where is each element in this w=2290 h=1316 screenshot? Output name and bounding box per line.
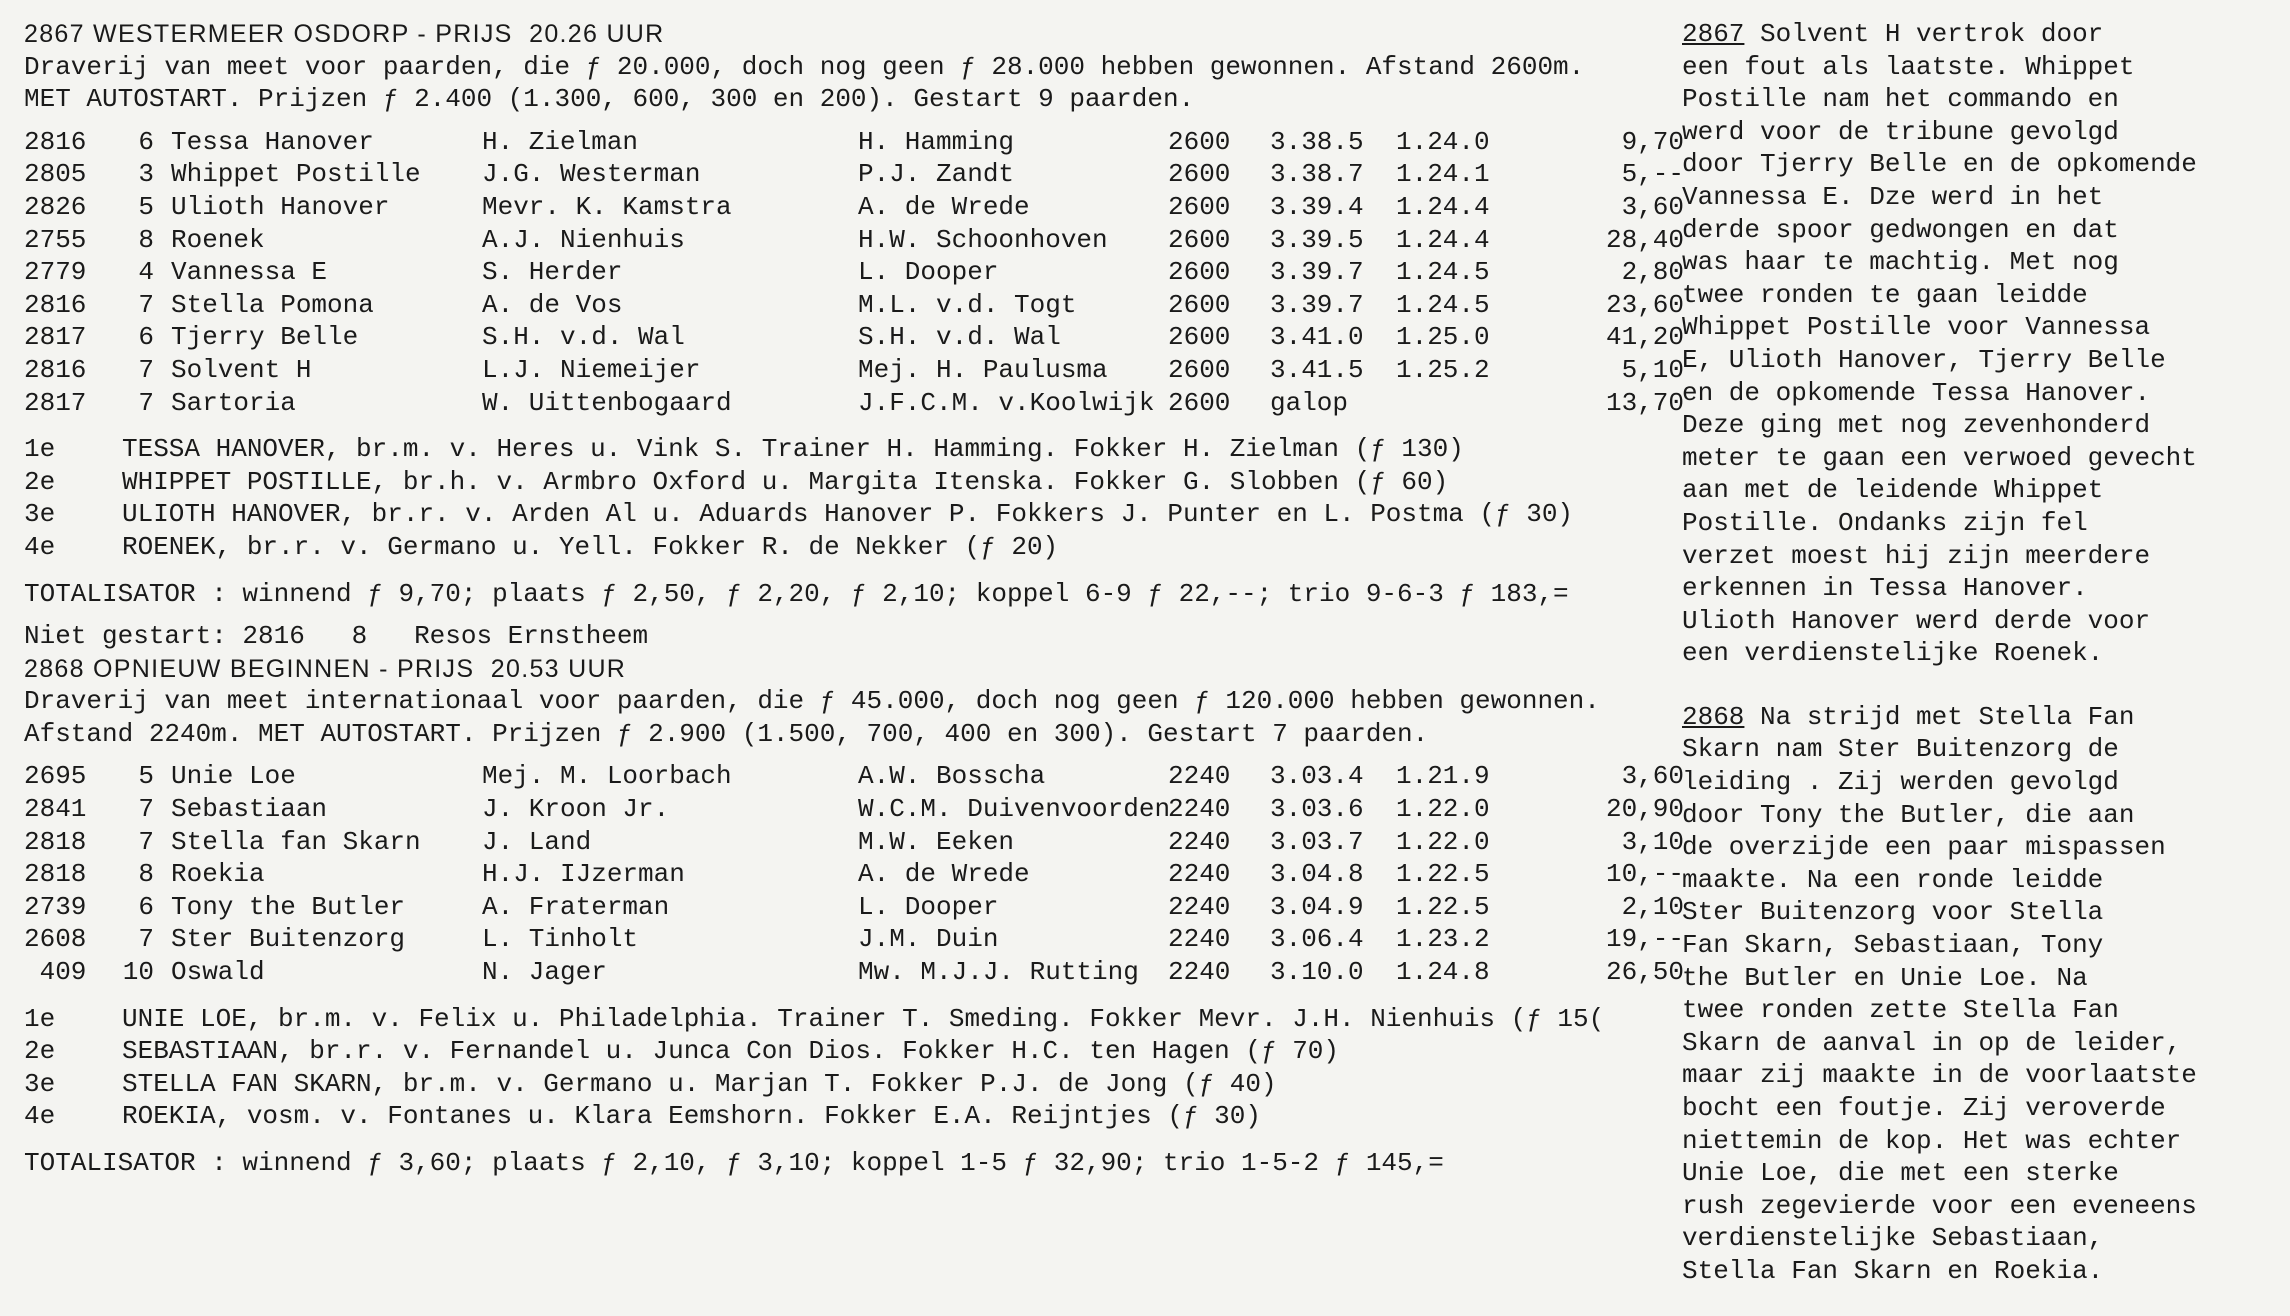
report-line: Skarn nam Ster Buitenzorg de — [1682, 734, 2119, 765]
cell-name: Vannessa E — [171, 257, 328, 288]
race-reports-column — [1682, 18, 2282, 1288]
cell-odds: 20,90 — [1605, 794, 1684, 825]
cell-dist: 2600 — [1168, 224, 1231, 255]
cell-km: 1.23.2 — [1396, 924, 1490, 955]
cell-name: Stella Pomona — [171, 289, 374, 320]
results-table — [24, 760, 1684, 988]
cell-odds: 3,60 — [1621, 761, 1684, 792]
cell-driver: L. Tinholt — [482, 924, 639, 955]
cell-name: Tjerry Belle — [171, 322, 359, 353]
cell-dist: 2240 — [1168, 859, 1231, 890]
cell-prev: 2779 — [24, 257, 87, 288]
cell-time: 3.10.0 — [1270, 957, 1364, 988]
report-line: Ster Buitenzorg voor Stella — [1682, 897, 2104, 928]
report-line: maakte. Na een ronde leidde — [1682, 864, 2104, 895]
cell-prev: 2739 — [24, 891, 87, 922]
results-table — [24, 126, 1684, 419]
cell-dist: 2600 — [1168, 354, 1231, 385]
cell-trainer: J.F.C.M. v.Koolwijk — [858, 387, 1155, 418]
cell-prev: 2841 — [24, 794, 87, 825]
report-line: een verdienstelijke Roenek. — [1682, 638, 2104, 669]
cell-prev: 2816 — [24, 354, 87, 385]
cell-dist: 2240 — [1168, 761, 1231, 792]
report-line: niettemin de kop. Het was echter — [1682, 1125, 2182, 1156]
cell-name: Oswald — [171, 957, 265, 988]
placing-rank: 2e — [24, 466, 56, 497]
cell-km: 1.24.1 — [1396, 159, 1490, 190]
race-report — [1682, 51, 2282, 670]
cell-num: 10 — [122, 957, 154, 988]
report-line: Fan Skarn, Sebastiaan, Tony — [1682, 930, 2104, 961]
cell-prev: 2695 — [24, 761, 87, 792]
report-line: verzet moest hij zijn meerdere — [1682, 540, 2151, 571]
race-conditions: Draverij van meet internationaal voor paarden, die ƒ 45.000, doch nog geen ƒ 120.000 hebben gewonnen. — [24, 686, 1600, 717]
report-line: Whippet Postille voor Vannessa — [1682, 312, 2151, 343]
cell-odds: 26,50 — [1605, 957, 1684, 988]
report-line: Postille nam het commando en — [1682, 84, 2119, 115]
cell-time: 3.03.7 — [1270, 826, 1364, 857]
cell-prev: 409 — [24, 957, 87, 988]
race-heading: 2868 OPNIEUW BEGINNEN - PRIJS 20.53 UUR — [24, 654, 627, 683]
table-row — [24, 956, 1684, 989]
cell-trainer: M.W. Eeken — [858, 826, 1015, 857]
cell-dist: 2240 — [1168, 794, 1231, 825]
cell-trainer: H.W. Schoonhoven — [858, 224, 1108, 255]
placing-description: WHIPPET POSTILLE, br.h. v. Armbro Oxford u. Margita Itenska. Fokker G. Slobben (ƒ 60) — [122, 466, 1449, 497]
cell-name: Sebastiaan — [171, 794, 328, 825]
table-row — [24, 256, 1684, 289]
report-line: en de opkomende Tessa Hanover. — [1682, 377, 2151, 408]
placing-description: STELLA FAN SKARN, br.m. v. Germano u. Marjan T. Fokker P.J. de Jong (ƒ 40) — [122, 1068, 1277, 1099]
cell-prev: 2818 — [24, 826, 87, 857]
cell-odds: 5,-- — [1621, 159, 1684, 190]
cell-time: 3.03.4 — [1270, 761, 1364, 792]
cell-driver: A.J. Nienhuis — [482, 224, 685, 255]
cell-dist: 2600 — [1168, 257, 1231, 288]
cell-km: 1.25.2 — [1396, 354, 1490, 385]
cell-num: 8 — [138, 859, 154, 890]
cell-prev: 2818 — [24, 859, 87, 890]
table-row — [24, 158, 1684, 191]
cell-trainer: Mw. M.J.J. Rutting — [858, 957, 1139, 988]
placing-rank: 1e — [24, 434, 56, 465]
placing-description: ULIOTH HANOVER, br.r. v. Arden Al u. Aduards Hanover P. Fokkers J. Punter en L. Postma (ƒ 30) — [122, 499, 1574, 530]
cell-num: 6 — [138, 322, 154, 353]
cell-prev: 2817 — [24, 322, 87, 353]
report-line: the Butler en Unie Loe. Na — [1682, 962, 2088, 993]
cell-time: galop — [1270, 387, 1349, 418]
table-row — [24, 354, 1684, 387]
cell-num: 7 — [138, 387, 154, 418]
placing-row — [24, 466, 1674, 499]
cell-odds: 9,70 — [1621, 126, 1684, 157]
cell-num: 8 — [138, 224, 154, 255]
cell-dist: 2600 — [1168, 289, 1231, 320]
table-row — [24, 191, 1684, 224]
report-line: verdienstelijke Sebastiaan, — [1682, 1223, 2104, 1254]
cell-trainer: A. de Wrede — [858, 859, 1030, 890]
cell-name: Roenek — [171, 224, 265, 255]
placing-rank: 2e — [24, 1036, 56, 1067]
cell-num: 6 — [138, 126, 154, 157]
cell-driver: J.G. Westerman — [482, 159, 701, 190]
cell-driver: W. Uittenbogaard — [482, 387, 732, 418]
cell-dist: 2600 — [1168, 126, 1231, 157]
placing-description: ROENEK, br.r. v. Germano u. Yell. Fokker R. de Nekker (ƒ 20) — [122, 531, 1059, 562]
cell-driver: A. de Vos — [482, 289, 623, 320]
cell-num: 7 — [138, 924, 154, 955]
placing-description: TESSA HANOVER, br.m. v. Heres u. Vink S. Trainer H. Hamming. Fokker H. Zielman (ƒ 130) — [122, 434, 1464, 465]
cell-dist: 2600 — [1168, 387, 1231, 418]
report-line: Unie Loe, die met een sterke — [1682, 1158, 2119, 1189]
cell-driver: H. Zielman — [482, 126, 639, 157]
report-line: aan met de leidende Whippet — [1682, 475, 2104, 506]
race-report — [1682, 733, 2282, 1287]
cell-trainer: P.J. Zandt — [858, 159, 1015, 190]
report-line: een fout als laatste. Whippet — [1682, 51, 2135, 82]
race-conditions: Afstand 2240m. MET AUTOSTART. Prijzen ƒ 2.900 (1.500, 700, 400 en 300). Gestart 7 paarden. — [24, 718, 1429, 749]
cell-odds: 19,-- — [1605, 924, 1684, 955]
cell-time: 3.41.5 — [1270, 354, 1364, 385]
cell-name: Tony the Butler — [171, 891, 406, 922]
race-conditions: Draverij van meet voor paarden, die ƒ 20.000, doch nog geen ƒ 28.000 hebben gewonnen. Afstand 2600m. — [24, 51, 1585, 82]
cell-odds: 10,-- — [1605, 859, 1684, 890]
cell-driver: S.H. v.d. Wal — [482, 322, 685, 353]
cell-prev: 2826 — [24, 191, 87, 222]
report-line: was haar te machtig. Met nog — [1682, 247, 2119, 278]
cell-odds: 2,80 — [1621, 257, 1684, 288]
placing-row — [24, 531, 1674, 564]
cell-prev: 2755 — [24, 224, 87, 255]
cell-trainer: W.C.M. Duivenvoorden — [858, 794, 1171, 825]
report-race-number: 2868 — [1682, 701, 1745, 732]
placing-row — [24, 1068, 1674, 1101]
table-row — [24, 858, 1684, 891]
cell-name: Tessa Hanover — [171, 126, 374, 157]
table-row — [24, 923, 1684, 956]
cell-km: 1.22.5 — [1396, 891, 1490, 922]
cell-prev: 2816 — [24, 126, 87, 157]
report-line: Postille. Ondanks zijn fel — [1682, 507, 2088, 538]
report-first-line — [1682, 18, 2282, 51]
cell-time: 3.39.7 — [1270, 257, 1364, 288]
cell-odds: 13,70 — [1605, 387, 1684, 418]
table-row — [24, 321, 1684, 354]
placing-description: ROEKIA, vosm. v. Fontanes u. Klara Eemshorn. Fokker E.A. Reijntjes (ƒ 30) — [122, 1101, 1261, 1132]
placing-rank: 1e — [24, 1003, 56, 1034]
totalisator: TOTALISATOR : winnend ƒ 3,60; plaats ƒ 2,10, ƒ 3,10; koppel 1-5 ƒ 32,90; trio 1-5-2 ƒ 145,= — [24, 1148, 1444, 1178]
cell-odds: 23,60 — [1605, 289, 1684, 320]
cell-driver: S. Herder — [482, 257, 623, 288]
cell-name: Stella fan Skarn — [171, 826, 421, 857]
cell-odds: 3,10 — [1621, 826, 1684, 857]
report-line: leiding . Zij werden gevolgd — [1682, 767, 2119, 798]
cell-km: 1.24.8 — [1396, 957, 1490, 988]
placing-row — [24, 1100, 1674, 1133]
cell-prev: 2608 — [24, 924, 87, 955]
table-row — [24, 760, 1684, 793]
cell-trainer: A.W. Bosscha — [858, 761, 1046, 792]
cell-name: Solvent H — [171, 354, 312, 385]
cell-km: 1.24.4 — [1396, 191, 1490, 222]
table-row — [24, 289, 1684, 322]
cell-time: 3.41.0 — [1270, 322, 1364, 353]
cell-driver: Mevr. K. Kamstra — [482, 191, 732, 222]
placing-rank: 4e — [24, 531, 56, 562]
table-row — [24, 891, 1684, 924]
report-line: Deze ging met nog zevenhonderd — [1682, 410, 2151, 441]
placing-row — [24, 1035, 1674, 1068]
report-race-number: 2867 — [1682, 19, 1745, 49]
report-line: derde spoor gedwongen en dat — [1682, 214, 2119, 245]
report-line: Ulioth Hanover werd derde voor — [1682, 605, 2151, 636]
placing-row — [24, 433, 1674, 466]
cell-time: 3.03.6 — [1270, 794, 1364, 825]
placing-row — [24, 1003, 1674, 1036]
report-line: Skarn de aanval in op de leider, — [1682, 1027, 2182, 1058]
cell-driver: Mej. M. Loorbach — [482, 761, 732, 792]
cell-trainer: H. Hamming — [858, 126, 1015, 157]
report-line: maar zij maakte in de voorlaatste — [1682, 1060, 2197, 1091]
cell-km: 1.21.9 — [1396, 761, 1490, 792]
cell-driver: L.J. Niemeijer — [482, 354, 701, 385]
cell-name: Ster Buitenzorg — [171, 924, 406, 955]
cell-driver: J. Kroon Jr. — [482, 794, 670, 825]
cell-num: 5 — [138, 191, 154, 222]
cell-num: 4 — [138, 257, 154, 288]
placing-row — [24, 498, 1674, 531]
cell-prev: 2817 — [24, 387, 87, 418]
report-line: twee ronden te gaan leidde — [1682, 279, 2088, 310]
cell-name: Sartoria — [171, 387, 296, 418]
cell-km: 1.22.5 — [1396, 859, 1490, 890]
table-row — [24, 387, 1684, 420]
cell-dist: 2600 — [1168, 159, 1231, 190]
table-row — [24, 826, 1684, 859]
cell-time: 3.04.8 — [1270, 859, 1364, 890]
cell-driver: N. Jager — [482, 957, 607, 988]
cell-num: 7 — [138, 794, 154, 825]
cell-trainer: M.L. v.d. Togt — [858, 289, 1077, 320]
cell-name: Unie Loe — [171, 761, 296, 792]
report-line: door Tjerry Belle en de opkomende — [1682, 149, 2197, 180]
report-first-line — [1682, 701, 2282, 734]
report-line: door Tony the Butler, die aan — [1682, 799, 2135, 830]
cell-driver: A. Fraterman — [482, 891, 670, 922]
cell-dist: 2240 — [1168, 957, 1231, 988]
report-line: twee ronden zette Stella Fan — [1682, 995, 2119, 1026]
report-line: erkennen in Tessa Hanover. — [1682, 573, 2088, 604]
cell-trainer: Mej. H. Paulusma — [858, 354, 1108, 385]
not-started: Niet gestart: 2816 8 Resos Ernstheem — [24, 621, 649, 652]
cell-dist: 2240 — [1168, 826, 1231, 857]
cell-driver: H.J. IJzerman — [482, 859, 685, 890]
race-conditions: MET AUTOSTART. Prijzen ƒ 2.400 (1.300, 600, 300 en 200). Gestart 9 paarden. — [24, 84, 1195, 115]
report-line: werd voor de tribune gevolgd — [1682, 116, 2119, 147]
cell-km: 1.24.4 — [1396, 224, 1490, 255]
cell-odds: 3,60 — [1621, 191, 1684, 222]
cell-dist: 2240 — [1168, 924, 1231, 955]
placing-rank: 3e — [24, 1068, 56, 1099]
table-row — [24, 224, 1684, 257]
placings-list — [24, 1003, 1674, 1133]
cell-time: 3.06.4 — [1270, 924, 1364, 955]
cell-trainer: J.M. Duin — [858, 924, 999, 955]
table-row — [24, 793, 1684, 826]
cell-dist: 2600 — [1168, 191, 1231, 222]
cell-time: 3.38.7 — [1270, 159, 1364, 190]
cell-trainer: L. Dooper — [858, 891, 999, 922]
cell-trainer: S.H. v.d. Wal — [858, 322, 1061, 353]
report-line: Stella Fan Skarn en Roekia. — [1682, 1255, 2104, 1286]
cell-odds: 28,40 — [1605, 224, 1684, 255]
table-row — [24, 126, 1684, 159]
report-line: de overzijde een paar mispassen — [1682, 832, 2166, 863]
cell-km: 1.22.0 — [1396, 794, 1490, 825]
cell-driver: J. Land — [482, 826, 592, 857]
placing-rank: 3e — [24, 499, 56, 530]
report-line: E, Ulioth Hanover, Tjerry Belle — [1682, 344, 2166, 375]
report-line: meter te gaan een verwoed gevecht — [1682, 442, 2197, 473]
cell-time: 3.39.7 — [1270, 289, 1364, 320]
results-column — [24, 18, 1684, 1180]
cell-dist: 2240 — [1168, 891, 1231, 922]
placing-rank: 4e — [24, 1101, 56, 1132]
cell-km: 1.24.0 — [1396, 126, 1490, 157]
cell-trainer: L. Dooper — [858, 257, 999, 288]
report-line: Vannessa E. Dze werd in het — [1682, 181, 2104, 212]
cell-prev: 2816 — [24, 289, 87, 320]
cell-time: 3.39.4 — [1270, 191, 1364, 222]
cell-odds: 41,20 — [1605, 322, 1684, 353]
race-heading: 2867 WESTERMEER OSDORP - PRIJS 20.26 UUR — [24, 20, 665, 48]
cell-name: Whippet Postille — [171, 159, 421, 190]
cell-km: 1.24.5 — [1396, 289, 1490, 320]
cell-dist: 2600 — [1168, 322, 1231, 353]
report-text: Solvent H vertrok door — [1744, 19, 2104, 49]
cell-num: 7 — [138, 826, 154, 857]
cell-prev: 2805 — [24, 159, 87, 190]
cell-num: 3 — [138, 159, 154, 190]
cell-odds: 2,10 — [1621, 891, 1684, 922]
cell-num: 5 — [138, 761, 154, 792]
cell-time: 3.38.5 — [1270, 126, 1364, 157]
placing-description: SEBASTIAAN, br.r. v. Fernandel u. Junca Con Dios. Fokker H.C. ten Hagen (ƒ 70) — [122, 1036, 1339, 1067]
placing-description: UNIE LOE, br.m. v. Felix u. Philadelphia. Trainer T. Smeding. Fokker Mevr. J.H. Nienhuis (ƒ 15( — [122, 1003, 1605, 1034]
cell-num: 7 — [138, 289, 154, 320]
cell-km: 1.24.5 — [1396, 257, 1490, 288]
totalisator: TOTALISATOR : winnend ƒ 9,70; plaats ƒ 2,50, ƒ 2,20, ƒ 2,10; koppel 6-9 ƒ 22,--; trio 9-6-3 ƒ 183,= — [24, 578, 1569, 609]
cell-num: 7 — [138, 354, 154, 385]
report-text: Na strijd met Stella Fan — [1744, 701, 2135, 732]
cell-trainer: A. de Wrede — [858, 191, 1030, 222]
cell-odds: 5,10 — [1621, 354, 1684, 385]
report-line: rush zegevierde voor een eveneens — [1682, 1190, 2197, 1221]
cell-num: 6 — [138, 891, 154, 922]
placings-list — [24, 433, 1674, 563]
cell-km: 1.25.0 — [1396, 322, 1490, 353]
report-line: bocht een foutje. Zij veroverde — [1682, 1093, 2166, 1123]
cell-name: Ulioth Hanover — [171, 191, 390, 222]
cell-time: 3.04.9 — [1270, 891, 1364, 922]
cell-time: 3.39.5 — [1270, 224, 1364, 255]
cell-name: Roekia — [171, 859, 265, 890]
cell-km: 1.22.0 — [1396, 826, 1490, 857]
